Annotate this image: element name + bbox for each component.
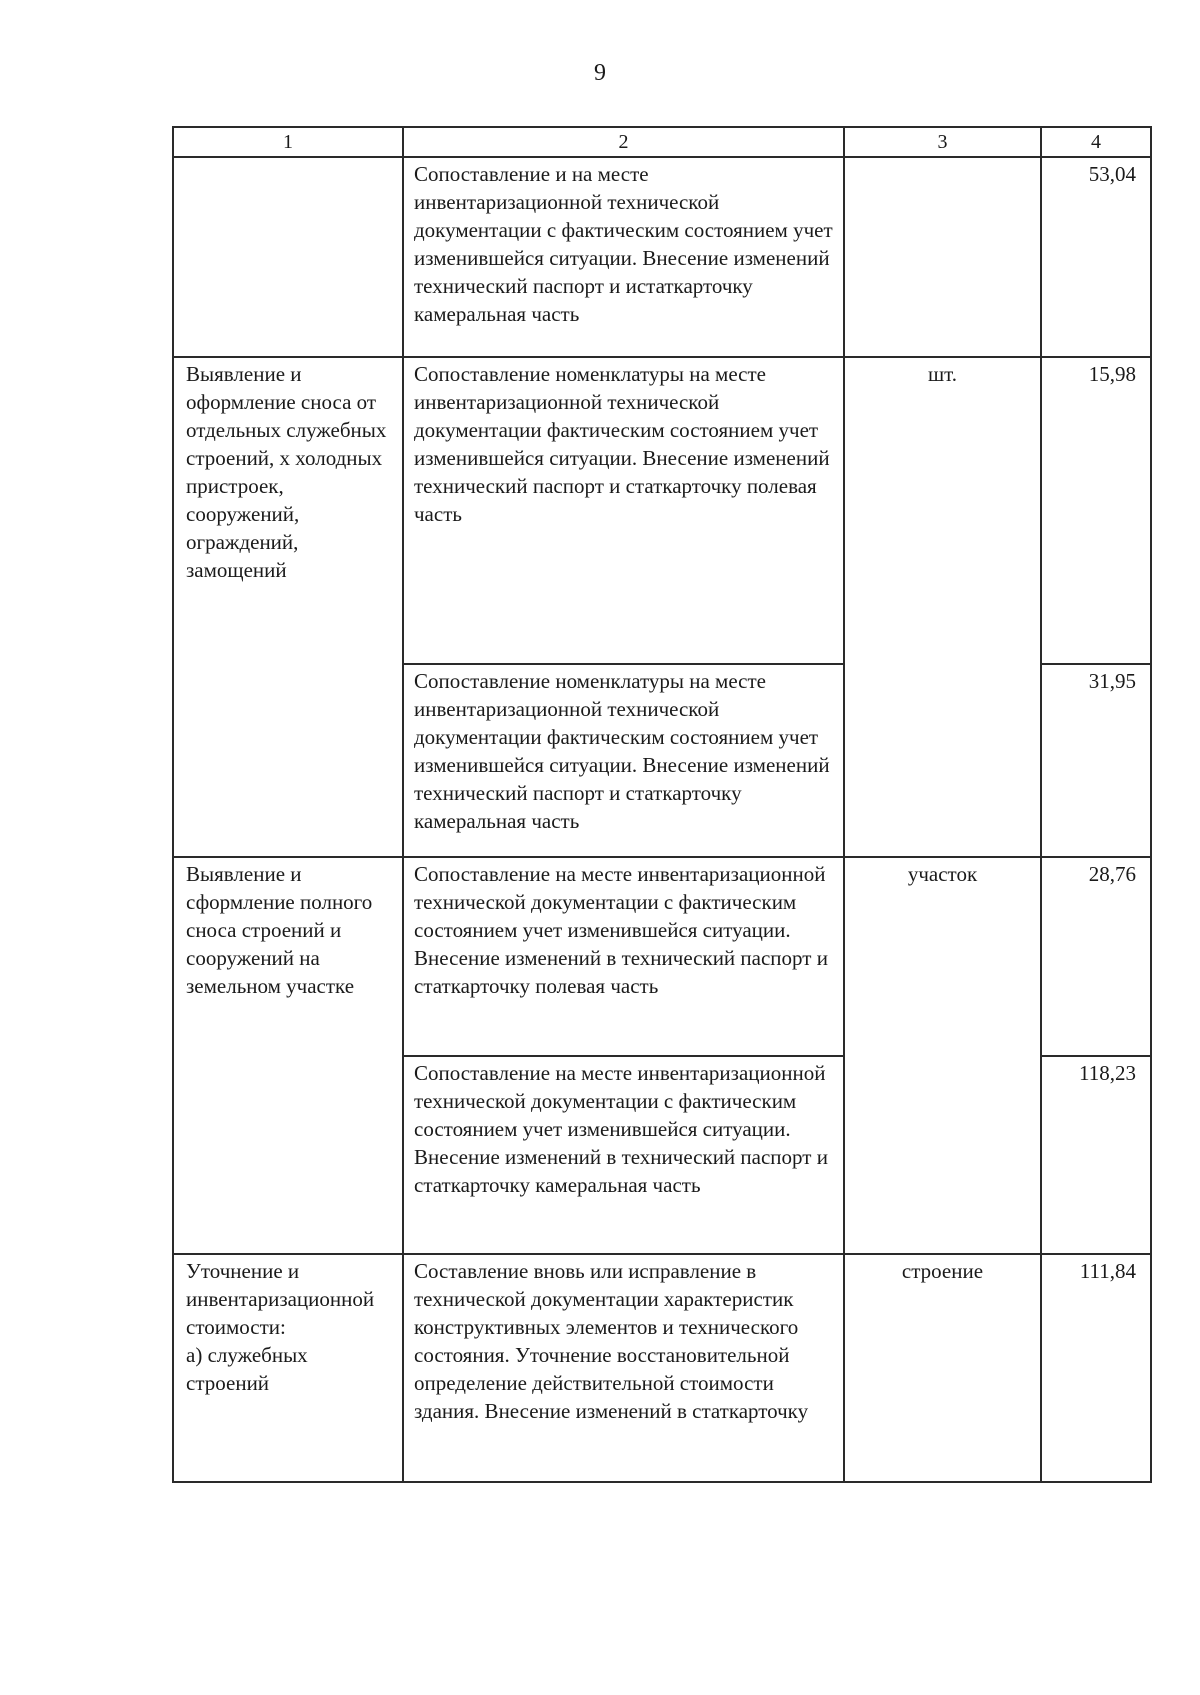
unit-cell xyxy=(844,157,1041,357)
table-row xyxy=(173,157,1151,357)
table-row xyxy=(173,1254,1151,1482)
rate-cell: 31,95 xyxy=(1041,664,1151,857)
header-col-3: 3 xyxy=(844,127,1041,157)
rate-cell: 111,84 xyxy=(1041,1254,1151,1482)
table-header-row xyxy=(173,127,1151,157)
unit-cell: шт. xyxy=(844,357,1041,857)
header-col-4: 4 xyxy=(1041,127,1151,157)
description-cell: Сопоставление номенклатуры на месте инвентаризационной технической документации фактическим состоянием учет изменившейся ситуации. Внесение изменений технический паспорт и статкарточку камеральная часть xyxy=(403,664,844,857)
table-row xyxy=(173,857,1151,1056)
description-cell: Сопоставление на месте инвентаризационной технической документации с фактическим состоянием учет изменившейся ситуации. Внесение изменений в технический паспорт и статкарточку полевая часть xyxy=(403,857,844,1056)
work-type-cell: Выявление и сформление полного сноса строений и сооружений на земельном участке xyxy=(173,857,403,1254)
description-cell: Сопоставление и на месте инвентаризационной технической документации с фактическим состоянием учет изменившейся ситуации. Внесение изменений технический паспорт и истаткарточку камеральная часть xyxy=(403,157,844,357)
header-col-1: 1 xyxy=(173,127,403,157)
description-cell: Сопоставление на месте инвентаризационной технической документации с фактическим состоянием учет изменившейся ситуации. Внесение изменений в технический паспорт и статкарточку камеральная часть xyxy=(403,1056,844,1254)
description-cell: Составление вновь или исправление в технической документации характеристик конструктивных элементов и технического состояния. Уточнение восстановительной определение действительной стоимости здания. Внесение изменений в статкарточку xyxy=(403,1254,844,1482)
work-type-cell xyxy=(173,157,403,357)
header-col-2: 2 xyxy=(403,127,844,157)
rate-cell: 15,98 xyxy=(1041,357,1151,664)
rate-cell: 53,04 xyxy=(1041,157,1151,357)
unit-cell: строение xyxy=(844,1254,1041,1482)
table-row xyxy=(173,357,1151,664)
tariff-table xyxy=(172,126,1152,1483)
description-cell: Сопоставление номенклатуры на месте инвентаризационной технической документации фактическим состоянием учет изменившейся ситуации. Внесение изменений технический паспорт и статкарточку полевая часть xyxy=(403,357,844,664)
rate-cell: 118,23 xyxy=(1041,1056,1151,1254)
work-type-cell: Уточнение и инвентаризационной стоимости: а) служебных строений xyxy=(173,1254,403,1482)
work-type-cell: Выявление и оформление сноса от отдельных служебных строений, х холодных пристроек, сооружений, ограждений, замощений xyxy=(173,357,403,857)
rate-cell: 28,76 xyxy=(1041,857,1151,1056)
page-number: 9 xyxy=(594,60,606,86)
unit-cell: участок xyxy=(844,857,1041,1254)
